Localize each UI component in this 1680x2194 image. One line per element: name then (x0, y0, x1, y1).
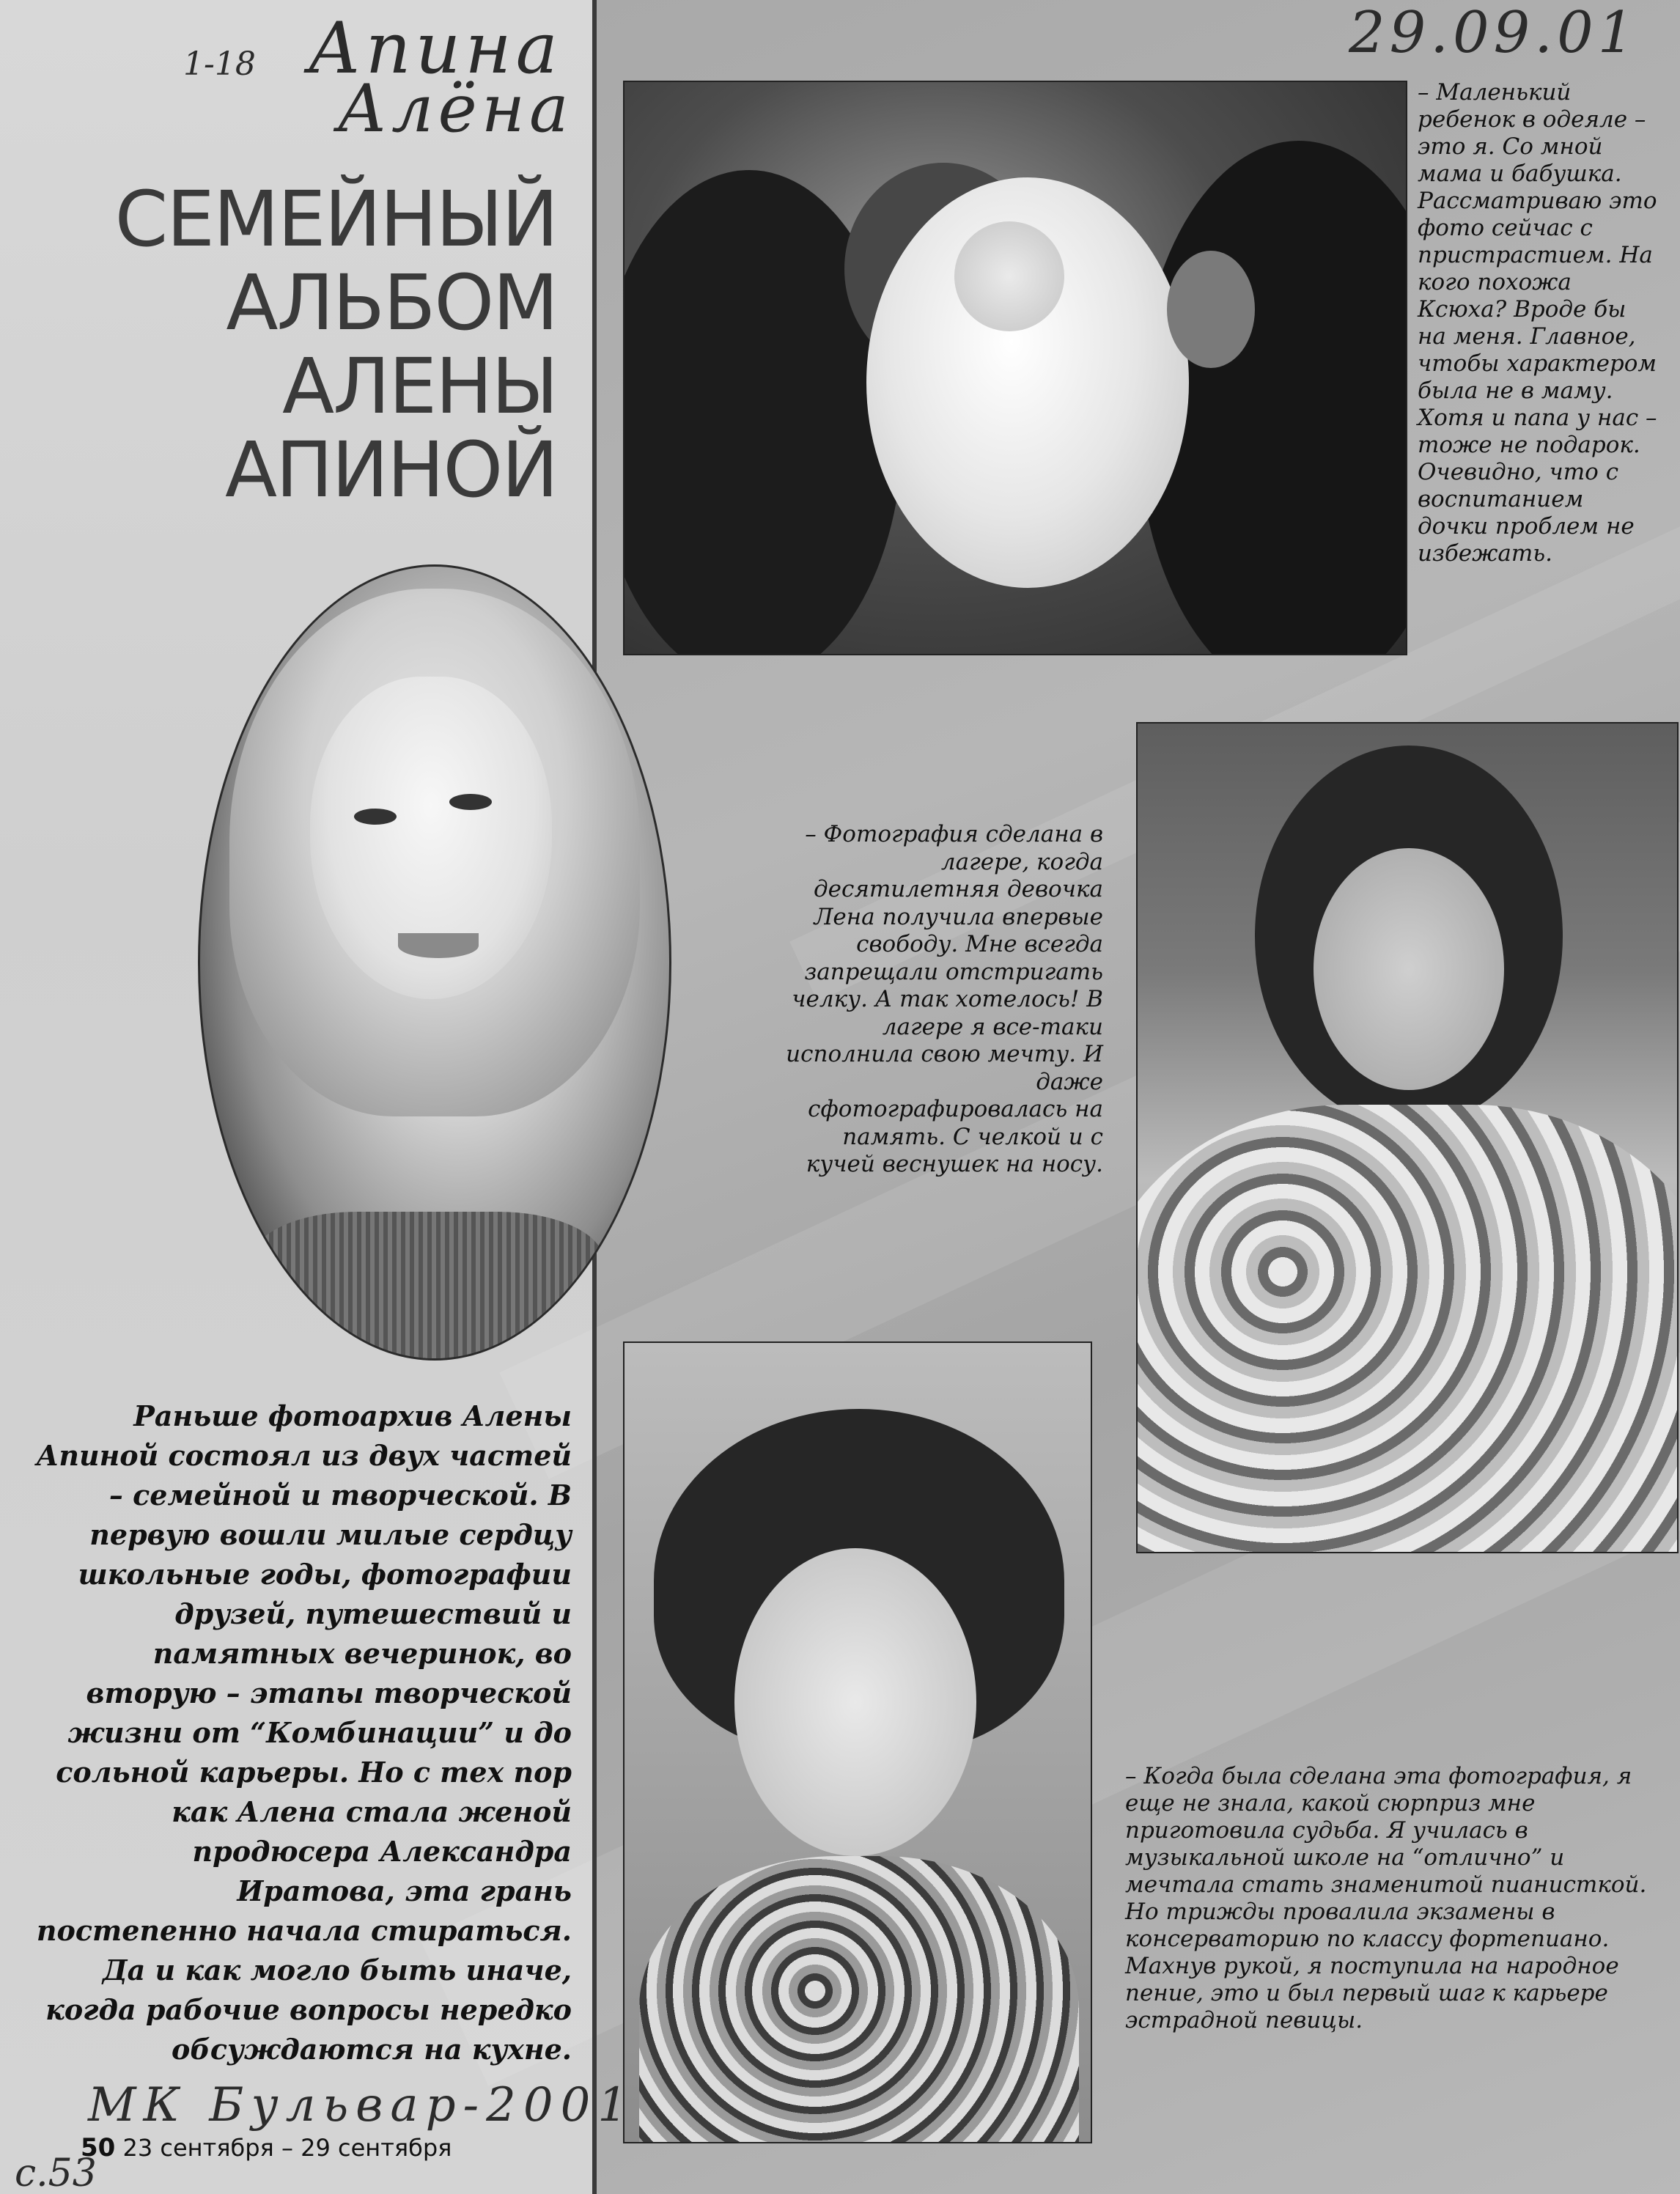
issue-dates: 23 сентября – 29 сентября (122, 2134, 452, 2162)
caption-text: – Когда была сделана эта фотография, я еще не знала, какой сюрприз мне приготовила судьба. Я училась в музыкальной школе на “отлично” и мечтала стать знаменитой пианисткой. Но трижды провалила экзамены в консерваторию по классу фортепиано. Махнув рукой, я поступила на народное пение, это и был первый шаг к карьере эстрадной певицы. (1125, 1763, 1647, 2033)
handwritten-page-ref: с.53 (15, 2151, 97, 2194)
intro-text: Раньше фотоархив Алены Апиной состоял из двух частей – семейной и творческой. В первую вошли милые сердцу школьные годы, фотографии друзей, путешествий и памятных вечеринок, во вторую – этапы творческой жизни от “Комбинации” и до сольной карьеры. Но с тех пор как Алена стала женой продюсера Александра Иратова, эта грань постепенно начала стираться. Да и как могло быть иначе, когда рабочие вопросы нередко обсуждаются на кухне. (36, 1399, 572, 2066)
caption-teen-photo (1125, 1763, 1668, 2034)
portrait-eye (449, 794, 492, 810)
caption-text: – Маленький ребенок в одеяле – это я. Со мной мама и бабушка. Рассматриваю это фото сейчас с пристрастием. На кого похожа Ксюха? Вроде бы на меня. Главное, чтобы характером была не в маму. Хотя и папа у нас – тоже не подарок. Очевидно, что с воспитанием дочки проблем не избежать. (1418, 79, 1657, 567)
title-line: АЛЕНЫ (281, 342, 557, 431)
handwritten-name-line2: Алёна (337, 70, 573, 147)
handwritten-date: 29.09.01 (1349, 0, 1639, 66)
portrait-eye (354, 809, 397, 825)
photo-baby-family (623, 81, 1407, 655)
photo-girl-camp (1136, 722, 1679, 1553)
photo-teen-portrait (623, 1341, 1092, 2143)
title-line: АЛЬБОМ (226, 258, 557, 347)
title-line: СЕМЕЙНЫЙ (114, 174, 557, 264)
page-number: 50 (81, 2133, 116, 2162)
article-title (110, 174, 557, 515)
caption-baby-photo (1418, 79, 1659, 567)
portrait-oval (198, 564, 671, 1361)
handwritten-name-line1: Апина (308, 7, 562, 89)
portrait-dress (251, 1212, 603, 1361)
portrait-mouth (398, 933, 479, 958)
title-line: АПИНОЙ (224, 425, 557, 515)
caption-camp-photo (770, 821, 1103, 1179)
portrait-photo (198, 564, 608, 1356)
handwritten-number: 1-18 (183, 45, 256, 83)
page-footer (81, 2133, 452, 2162)
intro-paragraph (29, 1396, 572, 2069)
handwritten-source: МК Бульвар-2001 (88, 2078, 635, 2132)
caption-text: – Фотография сделана в лагере, когда десятилетняя девочка Лена получила впервые свободу. Мне всегда запрещали отстригать челку. А так хотелось! В лагере я все-таки исполнила свою мечту. И даже сфотографировалась на память. С челкой и с кучей веснушек на носу. (786, 821, 1103, 1177)
